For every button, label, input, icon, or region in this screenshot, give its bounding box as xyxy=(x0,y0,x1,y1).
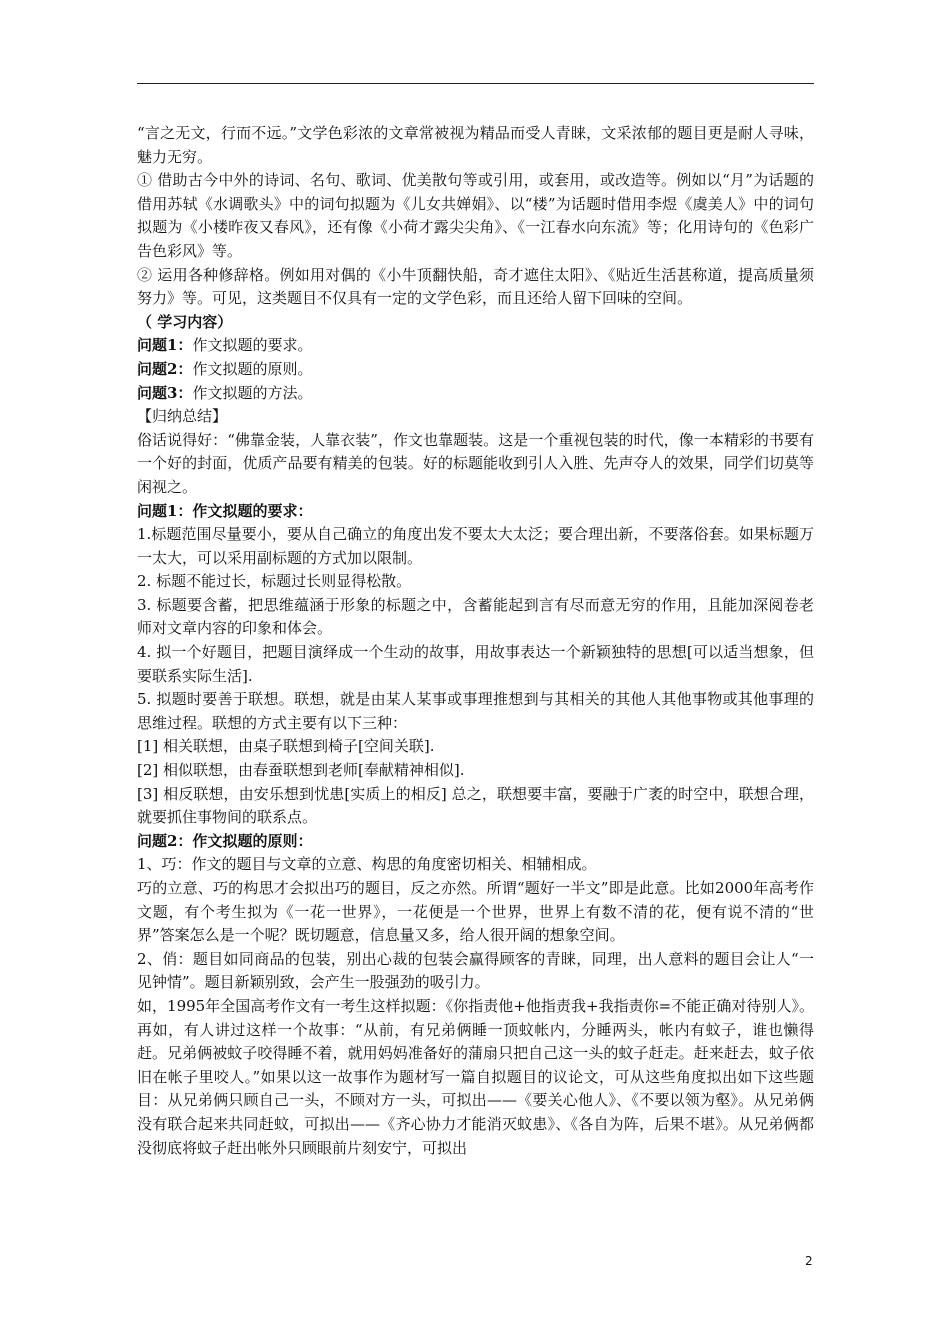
question-text: 作文拟题的方法。 xyxy=(192,383,313,402)
paragraph: 俗话说得好：“佛靠金装，人靠衣装”，作文也靠题装。这是一个重视包装的时代，像一本精彩的书要有一个好的封面，优质产品要有精美的包装。好的标题能收到引人入胜、先声夺人的效果，同学们切莫等闲视之。 xyxy=(137,430,814,496)
paragraph: ② 运用各种修辞格。例如用对偶的《小牛顶翻快船，奇才遮住太阳》、《贴近生活甚称道，提高质量须努力》等。可见，这类题目不仅具有一定的文学色彩，而且还给人留下回味的空间。 xyxy=(137,265,814,308)
section-heading: 问题1：作文拟题的要求： xyxy=(137,501,313,520)
list-item: [2] 相似联想，由春蚕联想到老师[奉献精神相似]. xyxy=(137,761,465,780)
page-number: 2 xyxy=(805,1254,813,1268)
section-heading: （ 学习内容） xyxy=(137,312,233,331)
section-heading: 问题2：作文拟题的原则： xyxy=(137,831,313,850)
list-item: 5. 拟题时要善于联想。联想，就是由某人某事或事理推想到与其相关的其他人其他事物或其他事理的思维过程。联想的方式主要有以下三种： xyxy=(137,690,814,732)
list-item: [1] 相关联想，由桌子联想到椅子[空间关联]. xyxy=(137,737,435,756)
list-item: [3] 相反联想，由安乐想到忧患[实质上的相反] 总之，联想要丰富，要融于广袤的时空中，联想合理，就要抓住事物间的联系点。 xyxy=(137,784,814,827)
paragraph: ① 借助古今中外的诗词、名句、歌词、优美散句等或引用，或套用，或改造等。例如以“月”为话题的借用苏轼《水调歌头》中的词句拟题为《儿女共婵娟》、以“楼”为话题时借用李煜《虞美人》中的词句拟题为《小楼昨夜又春风》，还有像《小荷才露尖尖角》、《一江春水向东流》等；化用诗句的《色彩广告色彩风》等。 xyxy=(137,171,814,260)
question-line xyxy=(137,358,814,382)
document-body xyxy=(137,122,814,1160)
paragraph: 1、巧：作文的题目与文章的立意、构思的角度密切相关、相辅相成。 xyxy=(137,855,597,874)
list-item: 4. 拟一个好题目，把题目演绎成一个生动的故事，用故事表达一个新颖独特的思想[可以适当想象，但要联系实际生活]. xyxy=(137,643,814,685)
question-text: 作文拟题的原则。 xyxy=(192,359,313,378)
list-item: 3. 标题要含蓄，把思维蕴涵于形象的标题之中，含蓄能起到言有尽而意无穷的作用，且能加深阅卷老师对文章内容的印象和体会。 xyxy=(137,595,814,638)
question-line xyxy=(137,334,814,358)
paragraph: 2、俏：题目如同商品的包装，别出心裁的包装会赢得顾客的青睐，同理，出人意料的题目会让人“一见钟情”。题目新颖别致，会产生一股强劲的吸引力。 xyxy=(137,949,814,992)
paragraph: 如，1995年全国高考作文有一考生这样拟题：《你指责他+他指责我+我指责你=不能正确对待别人》。再如，有人讲过这样一个故事：“从前，有兄弟俩睡一顶蚊帐内，分睡两头，帐内有蚊子，谁也懒得赶。兄弟俩被蚊子咬得睡不着，就用妈妈准备好的蒲扇只把自己这一头的蚊子赶走。赶来赶去，蚊子依旧在帐子里咬人。”如果以这一故事作为题材写一篇自拟题目的议论文，可从这些角度拟出如下这些题目：从兄弟俩只顾自己一头，不顾对方一头，可拟出——《要关心他人》、《不要以领为壑》。从兄弟俩没有联合起来共同赶蚊，可拟出——《齐心协力才能消灭蚊患》、《各自为阵，后果不堪》。从兄弟俩都没彻底将蚊子赶出帐外只顾眼前片刻安宁，可拟出 xyxy=(137,996,814,1157)
question-label: 问题1： xyxy=(137,336,193,355)
paragraph: 巧的立意、巧的构思才会拟出巧的题目，反之亦然。所谓“题好一半文”即是此意。比如2000年高考作文题，有个考生拟为《一花一世界》，一花便是一个世界，世界上有数不清的花，便有说不清的“世界”答案怎么是一个呢？既切题意，信息量又多，给人很开阔的想象空间。 xyxy=(137,879,814,945)
list-item: 2. 标题不能过长，标题过长则显得松散。 xyxy=(137,572,412,591)
list-item: 1.标题范围尽量要小，要从自己确立的角度出发不要太大太泛；要合理出新，不要落俗套。如果标题万一太大，可以采用副标题的方式加以限制。 xyxy=(137,525,814,567)
question-line xyxy=(137,382,814,406)
question-label: 问题2： xyxy=(137,359,193,378)
paragraph: “言之无文，行而不远。”文学色彩浓的文章常被视为精品而受人青睐，文采浓郁的题目更是耐人寻味，魅力无穷。 xyxy=(137,124,814,166)
header-rule xyxy=(137,83,814,84)
section-heading: 【归纳总结】 xyxy=(137,407,228,426)
question-label: 问题3： xyxy=(137,383,193,402)
question-text: 作文拟题的要求。 xyxy=(192,336,313,355)
